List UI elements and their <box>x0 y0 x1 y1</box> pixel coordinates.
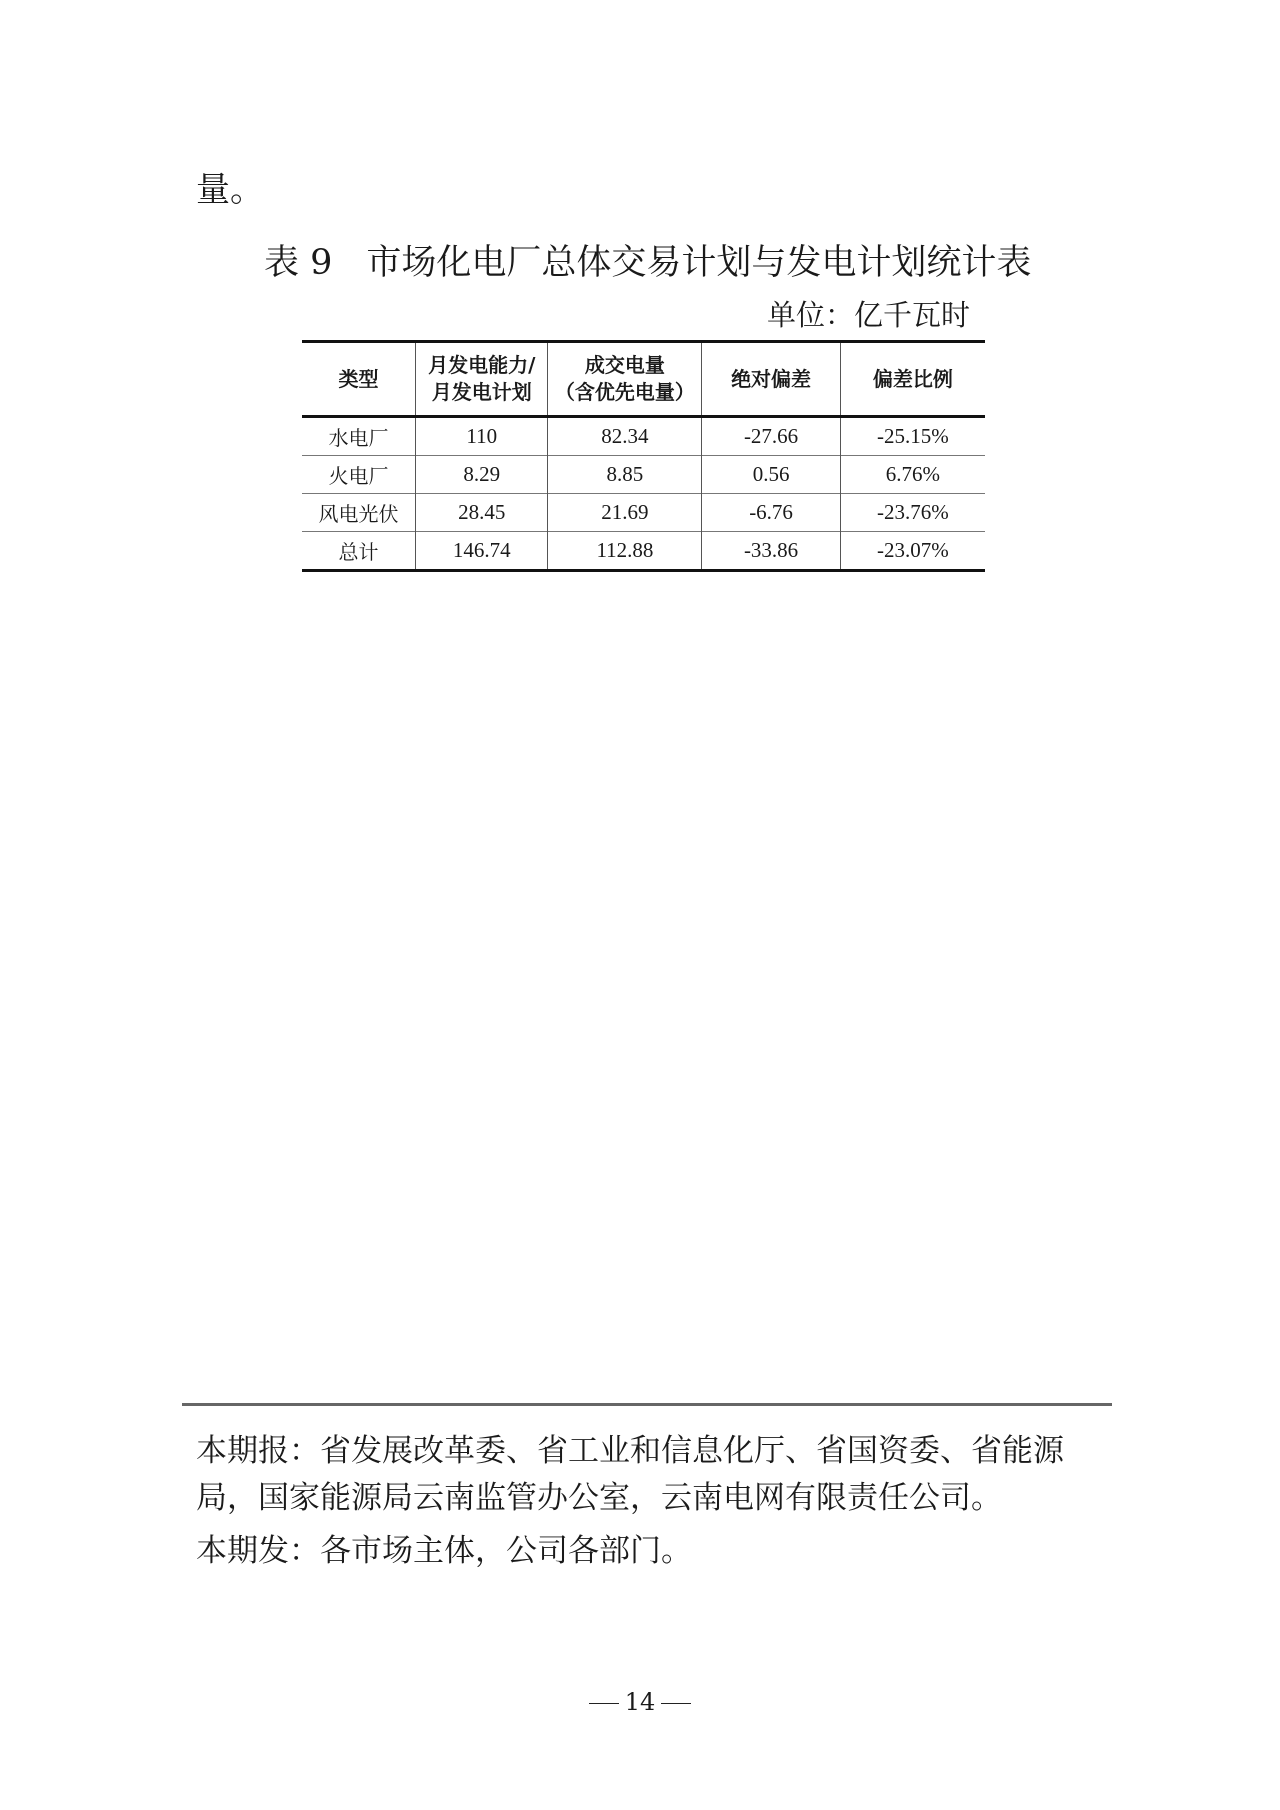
cell-traded-volume: 112.88 <box>548 532 702 571</box>
cell-capacity-plan: 110 <box>416 417 548 456</box>
cell-type: 水电厂 <box>328 426 389 450</box>
header-cell-deviation-ratio <box>840 342 985 417</box>
table-number: 表 9 <box>264 243 333 283</box>
cell-type: 风电光伏 <box>302 494 416 532</box>
table-title: 市场化电厂总体交易计划与发电计划统计表 <box>366 243 1032 283</box>
table-row-total <box>302 532 985 571</box>
statistics-table <box>302 340 985 572</box>
footer-divider <box>182 1403 1112 1406</box>
cell-deviation-ratio: -23.76% <box>840 494 985 532</box>
header-line: 绝对偏差 <box>731 366 812 391</box>
cell-absolute-deviation: -6.76 <box>702 494 840 532</box>
header-line: 月发电计划 <box>431 380 532 404</box>
cell-traded-volume: 21.69 <box>548 494 702 532</box>
header-line: 月发电能力/ <box>428 353 536 377</box>
unit-note: 单位：亿千瓦时 <box>766 298 970 332</box>
page-number-value: 14 <box>624 1688 656 1716</box>
header-cell-absolute-deviation <box>702 342 840 417</box>
cell-absolute-deviation: -27.66 <box>702 417 840 456</box>
page-number <box>0 1688 1280 1716</box>
header-cell-capacity-plan <box>416 342 548 417</box>
carried-over-text: 量。 <box>196 170 264 210</box>
header-line: 类型 <box>338 366 379 391</box>
cell-absolute-deviation: 0.56 <box>702 456 840 494</box>
cell-type: 总计 <box>302 532 416 571</box>
send-to-paragraph: 本期发：各市场主体，公司各部门。 <box>196 1533 692 1569</box>
cell-deviation-ratio: -23.07% <box>840 532 985 571</box>
cell-traded-volume: 8.85 <box>548 456 702 494</box>
cell-deviation-ratio: -25.15% <box>840 417 985 456</box>
page-number-dash-right <box>661 1703 691 1704</box>
header-line: 偏差比例 <box>872 366 953 391</box>
cell-capacity-plan: 8.29 <box>416 456 548 494</box>
cell-type: 火电厂 <box>302 456 416 494</box>
header-line: （含优先电量） <box>554 380 695 404</box>
header-cell-type <box>302 342 416 417</box>
table-row <box>302 494 985 532</box>
cell-traded-volume: 82.34 <box>548 417 702 456</box>
header-line: 成交电量 <box>584 353 665 377</box>
cell-deviation-ratio: 6.76% <box>840 456 985 494</box>
cell-capacity-plan: 146.74 <box>416 532 548 571</box>
cell-absolute-deviation: -33.86 <box>702 532 840 571</box>
table-header-row <box>302 342 985 417</box>
report-to-paragraph: 本期报：省发展改革委、省工业和信息化厅、省国资委、省能源局，国家能源局云南监管办公室，云南电网有限责任公司。 <box>196 1433 1064 1516</box>
cell-capacity-plan: 28.45 <box>416 494 548 532</box>
table-row <box>302 417 985 456</box>
distribution-block <box>196 1428 1094 1575</box>
table-row <box>302 456 985 494</box>
page-number-dash-left <box>589 1703 619 1704</box>
table-caption <box>264 240 1032 286</box>
header-cell-traded-volume <box>548 342 702 417</box>
